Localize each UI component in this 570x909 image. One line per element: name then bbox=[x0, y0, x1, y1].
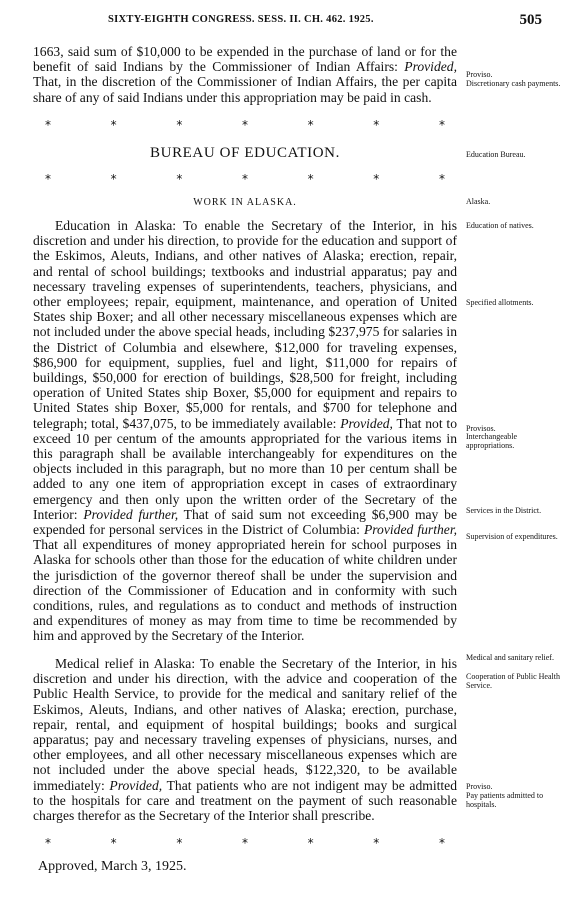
education-proviso-1: Provided, bbox=[340, 415, 393, 431]
medical-text-1: Medical relief in Alaska: To enable the Secretary of the Interior, in his discretion and under his direction, with the advice and cooperation of the Public Health Service, to provide for the medical and sanitary relief of the Eskimos, Aleuts, Indians, and other natives of Alaska; erection, purchase, repair, rental, and equipment of hospital buildings; books and surgical apparatus; pay and necessary traveling expenses of physicians, nurses, and other employees, and all other necessary miscellaneous expenses which are not included under the above special heads, $122,320, to be available immediately: bbox=[33, 656, 457, 793]
star-row-1 bbox=[45, 118, 445, 132]
margin-note-discretionary: Discretionary cash payments. bbox=[466, 79, 561, 88]
margin-note-services: Services in the District. bbox=[466, 506, 542, 515]
education-text-4: That all expenditures of money appropriated herein for school purposes in Alaska for schools other than those for the education of white children under the jurisdiction of the governor thereof shall be under the supervision and direction of the Commissioner of Education and in conformity with such conditions, rules, and regulations as to conduct and methods of instruction and expenditures of money as may from time to time be recommended by him and approved by the Secretary of the Interior. bbox=[33, 537, 457, 644]
running-head: SIXTY-EIGHTH CONGRESS. SESS. II. CH. 462. 1925. bbox=[108, 14, 374, 25]
star: * bbox=[438, 836, 445, 850]
margin-note-provisos: Provisos. bbox=[466, 424, 496, 433]
star-row-3 bbox=[45, 836, 445, 850]
star: * bbox=[307, 118, 314, 132]
margin-note-education-bureau: Education Bureau. bbox=[466, 150, 526, 159]
star: * bbox=[45, 836, 51, 850]
section-heading: BUREAU OF EDUCATION. bbox=[150, 145, 340, 161]
margin-note-proviso: Proviso. bbox=[466, 70, 493, 79]
star: * bbox=[110, 172, 117, 186]
page-number: 505 bbox=[519, 12, 542, 28]
margin-note-supervision: Supervision of expenditures. bbox=[466, 532, 558, 541]
intro-text-2: That, in the discretion of the Commissioner of Indian Affairs, the per capita share of any of said Indians under this appropriation may be paid in cash. bbox=[33, 74, 457, 105]
star: * bbox=[373, 118, 380, 132]
education-proviso-3: Provided further, bbox=[363, 522, 458, 538]
education-text-1: Education in Alaska: To enable the Secretary of the Interior, in his discretion and under his direction, to provide for the education and support of the Eskimos, Aleuts, Indians, and other natives of Alaska; erection, repair, and rental of school buildings; textbooks and industrial apparatus; pay and necessary traveling expenses of superintendents, teachers, physicians, and other employees; repair, equipment, maintenance, and operation of United States ship Boxer; and all other necessary miscellaneous expenses which are not included under the above special heads, including $237,975 for salaries in the District of Columbia and elsewhere, $12,000 for traveling expenses, $86,900 for equipment, supplies, fuel and light, $11,000 for repairs of buildings, $50,000 for erection of buildings, $28,500 for freight, including operation of United States ship Boxer, $5,000 for equipment and repairs to United States ship Boxer, $5,000 for rentals, and $700 for telephone and telegraph; total, $437,075, to be immediately available: bbox=[33, 218, 457, 431]
star: * bbox=[176, 118, 183, 132]
intro-text-1: 1663, said sum of $10,000 to be expended in the purchase of land or for the benefit of said Indians by the Commissioner of Indian Affairs: bbox=[33, 44, 457, 75]
education-proviso-2: Provided further, bbox=[83, 506, 179, 522]
margin-note-pay-patients: Pay patients admitted to hospitals. bbox=[466, 791, 544, 809]
margin-note-alaska: Alaska. bbox=[466, 197, 491, 206]
intro-paragraph bbox=[33, 44, 457, 105]
approval-line: Approved, March 3, 1925. bbox=[38, 859, 187, 874]
medical-paragraph bbox=[33, 656, 457, 823]
star: * bbox=[373, 172, 380, 186]
star: * bbox=[45, 172, 51, 186]
star: * bbox=[176, 172, 183, 186]
star: * bbox=[110, 118, 117, 132]
margin-note-medical: Medical and sanitary relief. bbox=[466, 653, 554, 662]
star: * bbox=[307, 172, 314, 186]
star: * bbox=[241, 172, 248, 186]
education-text-2: That not to exceed 10 per centum of the amounts appropriated for the various items in this paragraph shall be available interchangeably for expenditures on the objects included in this paragraph, but no more than 10 per centum shall be added to any one item of appropriation except in cases of extraordinary emergency and then only upon the written order of the Secretary of the Interior: bbox=[33, 415, 457, 522]
star: * bbox=[438, 172, 445, 186]
star: * bbox=[110, 836, 117, 850]
margin-note-specified-allotments: Specified allotments. bbox=[466, 298, 534, 307]
page-header bbox=[0, 12, 570, 32]
star: * bbox=[373, 836, 380, 850]
margin-note-proviso-2: Proviso. bbox=[466, 782, 493, 791]
intro-proviso: Provided, bbox=[404, 59, 457, 75]
margin-note-cooperation: Cooperation of Public Health Service. bbox=[466, 672, 560, 690]
star: * bbox=[176, 836, 183, 850]
star: * bbox=[45, 118, 51, 132]
education-paragraph bbox=[33, 218, 457, 644]
star: * bbox=[307, 836, 314, 850]
star: * bbox=[241, 118, 248, 132]
medical-text-2: That patients who are not indigent may be admitted to the hospitals for care and treatment on the payment of such reasonable charges therefor as the Secretary of the Interior shall prescribe. bbox=[33, 777, 458, 824]
margin-note-interchangeable: Interchangeable appropriations. bbox=[466, 432, 518, 450]
star-row-2 bbox=[45, 172, 445, 186]
star: * bbox=[438, 118, 445, 132]
star: * bbox=[241, 836, 248, 850]
medical-proviso: Provided, bbox=[109, 777, 163, 793]
education-text-3: That of said sum not exceeding $6,900 may be expended for personal services in the District of Columbia: bbox=[33, 506, 457, 538]
subsection-heading: WORK IN ALASKA. bbox=[193, 197, 297, 208]
margin-note-education-natives: Education of natives. bbox=[466, 221, 534, 230]
